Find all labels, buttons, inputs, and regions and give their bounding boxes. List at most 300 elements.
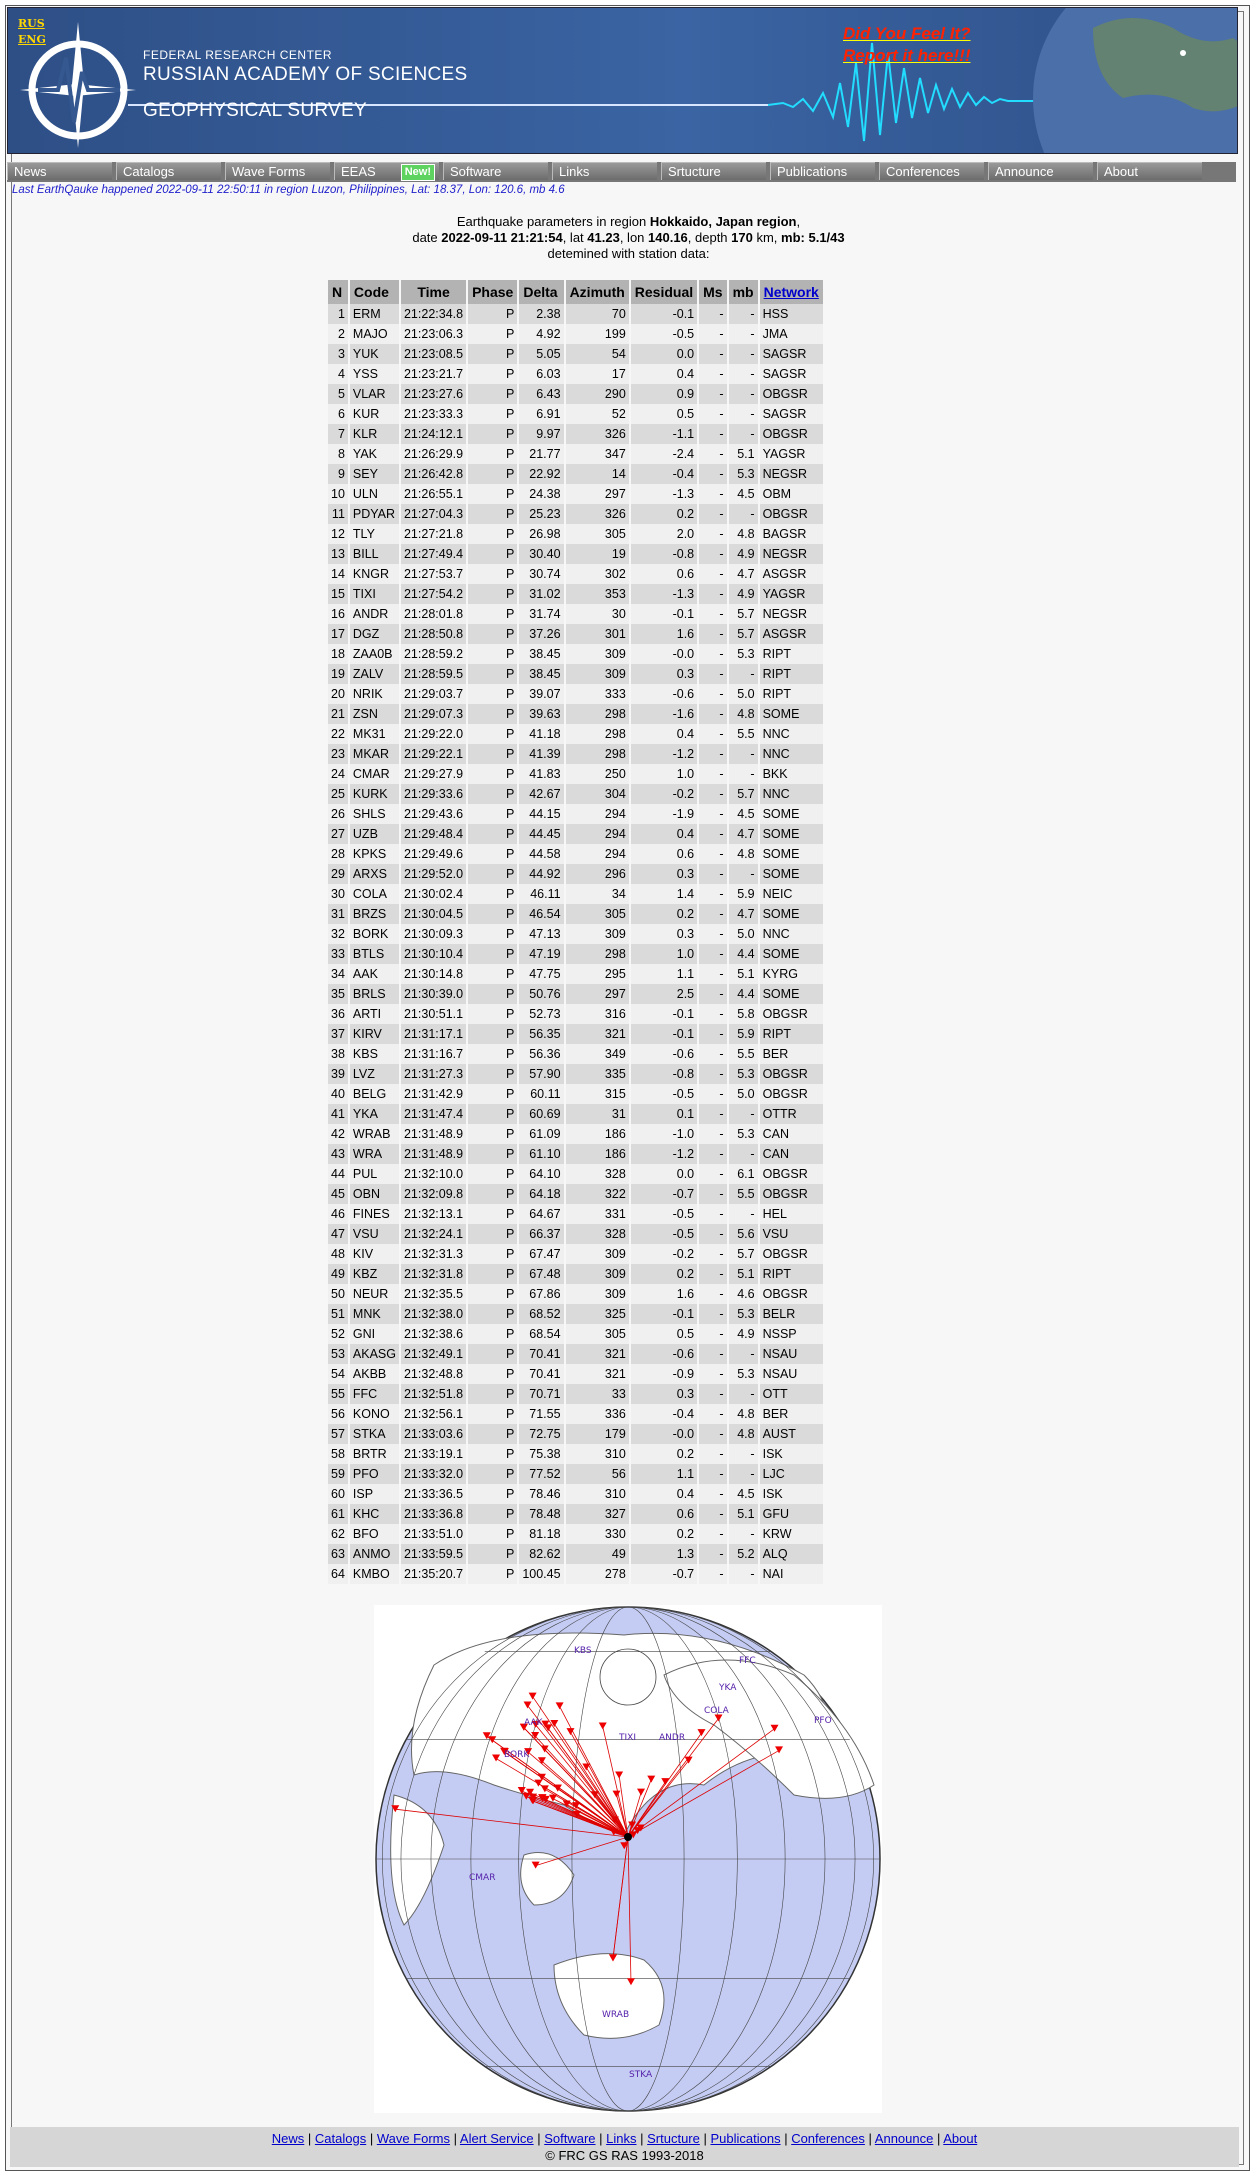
cell-residual: -0.4 <box>631 464 697 484</box>
cell-mb: 5.3 <box>729 464 758 484</box>
cell-residual: -0.4 <box>631 1404 697 1424</box>
cell-time: 21:28:01.8 <box>401 604 466 624</box>
cell-azimuth: 325 <box>566 1304 629 1324</box>
cell-ms: - <box>699 1144 726 1164</box>
cell-mb: - <box>729 364 758 384</box>
table-row <box>328 864 823 884</box>
cell-network: NSAU <box>760 1364 823 1384</box>
globe-graphic <box>1003 7 1238 154</box>
cell-time: 21:23:27.6 <box>401 384 466 404</box>
cell-phase: P <box>468 424 517 444</box>
cell-azimuth: 353 <box>566 584 629 604</box>
cell-n: 1 <box>328 304 348 324</box>
cell-residual: -0.1 <box>631 1004 697 1024</box>
cell-mb: - <box>729 664 758 684</box>
cell-delta: 50.76 <box>519 984 563 1004</box>
cell-delta: 44.92 <box>519 864 563 884</box>
cell-phase: P <box>468 664 517 684</box>
cell-time: 21:35:20.7 <box>401 1564 466 1584</box>
footer-separator: | <box>933 2131 944 2146</box>
nav-label: Wave Forms <box>232 164 306 179</box>
cell-residual: 0.9 <box>631 384 697 404</box>
cell-time: 21:28:59.5 <box>401 664 466 684</box>
cell-residual: 0.4 <box>631 724 697 744</box>
cell-phase: P <box>468 1084 517 1104</box>
cell-delta: 31.74 <box>519 604 563 624</box>
cell-mb: - <box>729 1204 758 1224</box>
cell-phase: P <box>468 1564 517 1584</box>
footer-link[interactable]: Software <box>544 2131 596 2146</box>
cell-mb: 4.7 <box>729 564 758 584</box>
cell-ms: - <box>699 424 726 444</box>
cell-phase: P <box>468 704 517 724</box>
table-row <box>328 524 823 544</box>
table-row <box>328 604 823 624</box>
table-row <box>328 724 823 744</box>
cell-ms: - <box>699 944 726 964</box>
cell-time: 21:30:14.8 <box>401 964 466 984</box>
cell-code: MK31 <box>350 724 399 744</box>
cell-mb: 5.7 <box>729 604 758 624</box>
cell-n: 2 <box>328 324 348 344</box>
cell-time: 21:32:31.8 <box>401 1264 466 1284</box>
cell-delta: 64.67 <box>519 1204 563 1224</box>
cell-phase: P <box>468 864 517 884</box>
cell-ms: - <box>699 1404 726 1424</box>
cell-residual: -0.0 <box>631 1424 697 1444</box>
nav-conferences[interactable] <box>879 162 984 180</box>
cell-ms: - <box>699 1544 726 1564</box>
cell-code: FFC <box>350 1384 399 1404</box>
cell-delta: 4.92 <box>519 324 563 344</box>
cell-delta: 21.77 <box>519 444 563 464</box>
cell-network: NAI <box>760 1564 823 1584</box>
cell-ms: - <box>699 564 726 584</box>
cell-code: YKA <box>350 1104 399 1124</box>
cell-mb: - <box>729 344 758 364</box>
cell-azimuth: 310 <box>566 1484 629 1504</box>
cell-mb: 5.8 <box>729 1004 758 1024</box>
cell-delta: 67.86 <box>519 1284 563 1304</box>
cell-phase: P <box>468 1404 517 1424</box>
cell-azimuth: 335 <box>566 1064 629 1084</box>
table-row <box>328 344 823 364</box>
cell-residual: 0.6 <box>631 844 697 864</box>
cell-n: 6 <box>328 404 348 424</box>
cell-n: 11 <box>328 504 348 524</box>
table-row <box>328 984 823 1004</box>
cell-n: 22 <box>328 724 348 744</box>
cell-code: TIXI <box>350 584 399 604</box>
cell-code: ZALV <box>350 664 399 684</box>
cell-network: BER <box>760 1044 823 1064</box>
cell-ms: - <box>699 644 726 664</box>
cell-delta: 82.62 <box>519 1544 563 1564</box>
cell-mb: - <box>729 424 758 444</box>
cell-delta: 38.45 <box>519 664 563 684</box>
lang-eng-link[interactable]: ENG <box>18 33 46 46</box>
cell-n: 39 <box>328 1064 348 1084</box>
table-row <box>328 1344 823 1364</box>
cell-network: SAGSR <box>760 344 823 364</box>
cell-phase: P <box>468 624 517 644</box>
feel-it-link[interactable] <box>843 23 971 67</box>
footer-link[interactable]: About <box>943 2131 978 2146</box>
col-ms: Ms <box>699 280 726 304</box>
footer-link[interactable]: Alert Service <box>459 2131 534 2146</box>
footer-link[interactable]: Catalogs <box>314 2131 367 2146</box>
footer-separator: | <box>450 2131 460 2146</box>
cell-time: 21:29:48.4 <box>401 824 466 844</box>
cell-delta: 75.38 <box>519 1444 563 1464</box>
cell-azimuth: 19 <box>566 544 629 564</box>
cell-delta: 68.54 <box>519 1324 563 1344</box>
cell-ms: - <box>699 324 726 344</box>
cell-time: 21:30:09.3 <box>401 924 466 944</box>
station-map <box>374 1605 882 2113</box>
cell-mb: 4.4 <box>729 984 758 1004</box>
nav-software[interactable] <box>443 162 548 180</box>
footer-link[interactable]: Announce <box>874 2131 934 2146</box>
cell-ms: - <box>699 404 726 424</box>
cell-residual: 0.2 <box>631 1264 697 1284</box>
cell-code: KBS <box>350 1044 399 1064</box>
cell-time: 21:33:59.5 <box>401 1544 466 1564</box>
cell-ms: - <box>699 1384 726 1404</box>
cell-code: ZSN <box>350 704 399 724</box>
cell-delta: 100.45 <box>519 1564 563 1584</box>
cell-ms: - <box>699 824 726 844</box>
table-row <box>328 644 823 664</box>
cell-azimuth: 321 <box>566 1024 629 1044</box>
cell-code: STKA <box>350 1424 399 1444</box>
cell-ms: - <box>699 1424 726 1444</box>
intro-text: Earthquake parameters in region <box>456 214 650 229</box>
cell-ms: - <box>699 1444 726 1464</box>
cell-time: 21:27:53.7 <box>401 564 466 584</box>
cell-network: SOME <box>760 984 823 1004</box>
table-row <box>328 1104 823 1124</box>
footer-link[interactable]: Conferences <box>791 2131 865 2146</box>
cell-ms: - <box>699 1184 726 1204</box>
cell-network: BER <box>760 1404 823 1424</box>
cell-code: VSU <box>350 1224 399 1244</box>
col-residual: Residual <box>631 280 697 304</box>
cell-n: 4 <box>328 364 348 384</box>
cell-network: OBGSR <box>760 1064 823 1084</box>
cell-network: OTT <box>760 1384 823 1404</box>
col-n: N <box>328 280 348 304</box>
cell-time: 21:30:02.4 <box>401 884 466 904</box>
cell-azimuth: 336 <box>566 1404 629 1424</box>
footer-separator: | <box>595 2131 607 2146</box>
cell-phase: P <box>468 1324 517 1344</box>
cell-delta: 6.43 <box>519 384 563 404</box>
cell-phase: P <box>468 484 517 504</box>
cell-code: ANDR <box>350 604 399 624</box>
nav-announce[interactable] <box>988 162 1093 180</box>
footer-separator: | <box>864 2131 875 2146</box>
cell-residual: -1.9 <box>631 804 697 824</box>
nav-news[interactable] <box>7 162 112 180</box>
cell-mb: 4.8 <box>729 1404 758 1424</box>
cell-residual: 0.4 <box>631 1484 697 1504</box>
cell-delta: 44.15 <box>519 804 563 824</box>
cell-mb: 5.3 <box>729 1124 758 1144</box>
cell-n: 50 <box>328 1284 348 1304</box>
cell-mb: - <box>729 864 758 884</box>
cell-network: KRW <box>760 1524 823 1544</box>
cell-mb: 5.0 <box>729 684 758 704</box>
epicenter-marker <box>624 1833 632 1841</box>
cell-network: NEGSR <box>760 604 823 624</box>
cell-residual: -1.6 <box>631 704 697 724</box>
cell-code: BRZS <box>350 904 399 924</box>
table-row <box>328 664 823 684</box>
cell-phase: P <box>468 1344 517 1364</box>
cell-delta: 64.18 <box>519 1184 563 1204</box>
cell-network: NEIC <box>760 884 823 904</box>
cell-mb: - <box>729 1344 758 1364</box>
cell-ms: - <box>699 864 726 884</box>
cell-residual: -2.4 <box>631 444 697 464</box>
table-row <box>328 924 823 944</box>
intro-text: , depth <box>687 230 732 245</box>
cell-residual: 0.2 <box>631 1444 697 1464</box>
intro-text: km, <box>752 230 782 245</box>
cell-phase: P <box>468 1364 517 1384</box>
cell-mb: 4.5 <box>729 1484 758 1504</box>
cell-delta: 37.26 <box>519 624 563 644</box>
cell-time: 21:26:42.8 <box>401 464 466 484</box>
footer-link[interactable]: Wave Forms <box>376 2131 451 2146</box>
cell-code: BFO <box>350 1524 399 1544</box>
cell-time: 21:30:51.1 <box>401 1004 466 1024</box>
cell-delta: 61.10 <box>519 1144 563 1164</box>
col-mb: mb <box>729 280 758 304</box>
cell-azimuth: 52 <box>566 404 629 424</box>
cell-mb: 5.7 <box>729 1244 758 1264</box>
event-lon: 140.16 <box>648 230 688 245</box>
cell-network: RIPT <box>760 1264 823 1284</box>
cell-code: KLR <box>350 424 399 444</box>
nav-catalogs[interactable] <box>116 162 221 180</box>
cell-residual: -0.6 <box>631 684 697 704</box>
cell-delta: 44.58 <box>519 844 563 864</box>
cell-code: KONO <box>350 1404 399 1424</box>
table-row <box>328 1184 823 1204</box>
cell-phase: P <box>468 824 517 844</box>
cell-n: 27 <box>328 824 348 844</box>
cell-code: KUR <box>350 404 399 424</box>
cell-n: 49 <box>328 1264 348 1284</box>
footer-separator: | <box>533 2131 545 2146</box>
cell-network: YAGSR <box>760 584 823 604</box>
cell-n: 35 <box>328 984 348 1004</box>
cell-mb: - <box>729 504 758 524</box>
cell-residual: -0.5 <box>631 1224 697 1244</box>
cell-ms: - <box>699 984 726 1004</box>
cell-network: NSSP <box>760 1324 823 1344</box>
cell-time: 21:23:21.7 <box>401 364 466 384</box>
cell-mb: - <box>729 384 758 404</box>
cell-residual: 0.0 <box>631 344 697 364</box>
cell-azimuth: 321 <box>566 1344 629 1364</box>
table-row <box>328 1444 823 1464</box>
nav-wave-forms[interactable] <box>225 162 330 180</box>
cell-mb: - <box>729 404 758 424</box>
cell-residual: 0.5 <box>631 1324 697 1344</box>
nav-links[interactable] <box>552 162 657 180</box>
cell-residual: -0.8 <box>631 544 697 564</box>
cell-phase: P <box>468 964 517 984</box>
cell-delta: 47.75 <box>519 964 563 984</box>
cell-phase: P <box>468 684 517 704</box>
table-row <box>328 544 823 564</box>
cell-residual: 0.3 <box>631 664 697 684</box>
cell-n: 63 <box>328 1544 348 1564</box>
table-row <box>328 324 823 344</box>
last-earthquake-link[interactable]: Last EarthQauke happened 2022-09-11 22:50:11 in region Luzon, Philippines, Lat: 18.37, Lon: 120.6, mb 4.6 <box>12 184 565 196</box>
cell-n: 9 <box>328 464 348 484</box>
cell-delta: 42.67 <box>519 784 563 804</box>
cell-network: SOME <box>760 844 823 864</box>
cell-ms: - <box>699 364 726 384</box>
cell-mb: 4.9 <box>729 544 758 564</box>
cell-delta: 6.03 <box>519 364 563 384</box>
cell-mb: - <box>729 764 758 784</box>
cell-ms: - <box>699 844 726 864</box>
cell-azimuth: 316 <box>566 1004 629 1024</box>
cell-time: 21:28:59.2 <box>401 644 466 664</box>
table-row <box>328 1304 823 1324</box>
org-line-3: GEOPHYSICAL SURVEY <box>143 100 367 121</box>
cell-n: 16 <box>328 604 348 624</box>
nav-structure[interactable] <box>661 162 766 180</box>
cell-mb: - <box>729 744 758 764</box>
nav-label: Software <box>450 164 502 179</box>
cell-phase: P <box>468 924 517 944</box>
cell-delta: 57.90 <box>519 1064 563 1084</box>
nav-eeas[interactable] <box>334 162 439 180</box>
cell-delta: 41.18 <box>519 724 563 744</box>
cell-code: NRIK <box>350 684 399 704</box>
cell-mb: 4.7 <box>729 824 758 844</box>
cell-residual: -0.8 <box>631 1064 697 1084</box>
footer-link[interactable]: Links <box>606 2131 637 2146</box>
cell-mb: 5.6 <box>729 1224 758 1244</box>
cell-phase: P <box>468 904 517 924</box>
cell-mb: 4.7 <box>729 904 758 924</box>
cell-ms: - <box>699 744 726 764</box>
cell-residual: -1.2 <box>631 744 697 764</box>
cell-network: NNC <box>760 924 823 944</box>
cell-mb: 5.7 <box>729 784 758 804</box>
event-mb: 5.1/43 <box>808 230 845 245</box>
cell-residual: 0.5 <box>631 404 697 424</box>
cell-n: 59 <box>328 1464 348 1484</box>
nav-publications[interactable] <box>770 162 875 180</box>
cell-code: KURK <box>350 784 399 804</box>
cell-residual: -0.7 <box>631 1564 697 1584</box>
cell-n: 24 <box>328 764 348 784</box>
footer-link[interactable]: Srtucture <box>647 2131 700 2146</box>
cell-delta: 22.92 <box>519 464 563 484</box>
cell-time: 21:29:49.6 <box>401 844 466 864</box>
cell-network: RIPT <box>760 1024 823 1044</box>
table-row <box>328 504 823 524</box>
cell-residual: -1.3 <box>631 584 697 604</box>
feel-it-line-1[interactable]: Did You Feel It? <box>843 24 971 43</box>
lang-rus-link[interactable]: RUS <box>18 17 45 30</box>
cell-code: BRTR <box>350 1444 399 1464</box>
cell-residual: -0.5 <box>631 324 697 344</box>
cell-mb: 5.1 <box>729 1264 758 1284</box>
cell-ms: - <box>699 1204 726 1224</box>
cell-phase: P <box>468 1424 517 1444</box>
cell-phase: P <box>468 1064 517 1084</box>
cell-network: ISK <box>760 1444 823 1464</box>
cell-code: MKAR <box>350 744 399 764</box>
table-row <box>328 1564 823 1584</box>
cell-delta: 30.74 <box>519 564 563 584</box>
cell-code: PDYAR <box>350 504 399 524</box>
cell-ms: - <box>699 804 726 824</box>
cell-azimuth: 298 <box>566 744 629 764</box>
cell-code: PFO <box>350 1464 399 1484</box>
cell-code: AKASG <box>350 1344 399 1364</box>
table-header-row <box>328 280 823 304</box>
footer-link[interactable]: News <box>271 2131 305 2146</box>
copyright: © FRC GS RAS 1993-2018 <box>545 2148 704 2163</box>
table-row <box>328 784 823 804</box>
cell-n: 55 <box>328 1384 348 1404</box>
feel-it-line-2[interactable]: Report it here!!! <box>843 46 971 65</box>
cell-code: WRAB <box>350 1124 399 1144</box>
nav-about[interactable] <box>1097 162 1202 180</box>
cell-time: 21:31:27.3 <box>401 1064 466 1084</box>
cell-residual: -1.3 <box>631 484 697 504</box>
cell-code: BILL <box>350 544 399 564</box>
table-row <box>328 944 823 964</box>
cell-n: 64 <box>328 1564 348 1584</box>
network-sort-link[interactable]: Network <box>763 284 819 300</box>
cell-phase: P <box>468 1164 517 1184</box>
site-footer <box>10 2127 1239 2167</box>
cell-phase: P <box>468 944 517 964</box>
cell-time: 21:29:52.0 <box>401 864 466 884</box>
cell-time: 21:32:38.6 <box>401 1324 466 1344</box>
table-row <box>328 1004 823 1024</box>
station-label: CMAR <box>469 1873 496 1883</box>
cell-azimuth: 328 <box>566 1224 629 1244</box>
cell-time: 21:33:51.0 <box>401 1524 466 1544</box>
org-line-1: FEDERAL RESEARCH CENTER <box>143 48 333 62</box>
cell-azimuth: 321 <box>566 1364 629 1384</box>
cell-delta: 66.37 <box>519 1224 563 1244</box>
cell-network: OBGSR <box>760 1244 823 1264</box>
cell-ms: - <box>699 484 726 504</box>
cell-residual: 1.6 <box>631 1284 697 1304</box>
cell-phase: P <box>468 544 517 564</box>
cell-residual: -0.6 <box>631 1044 697 1064</box>
cell-ms: - <box>699 444 726 464</box>
table-row <box>328 1084 823 1104</box>
cell-residual: -0.9 <box>631 1364 697 1384</box>
station-label: WRAB <box>602 2010 630 2020</box>
cell-azimuth: 322 <box>566 1184 629 1204</box>
footer-link[interactable]: Publications <box>710 2131 781 2146</box>
